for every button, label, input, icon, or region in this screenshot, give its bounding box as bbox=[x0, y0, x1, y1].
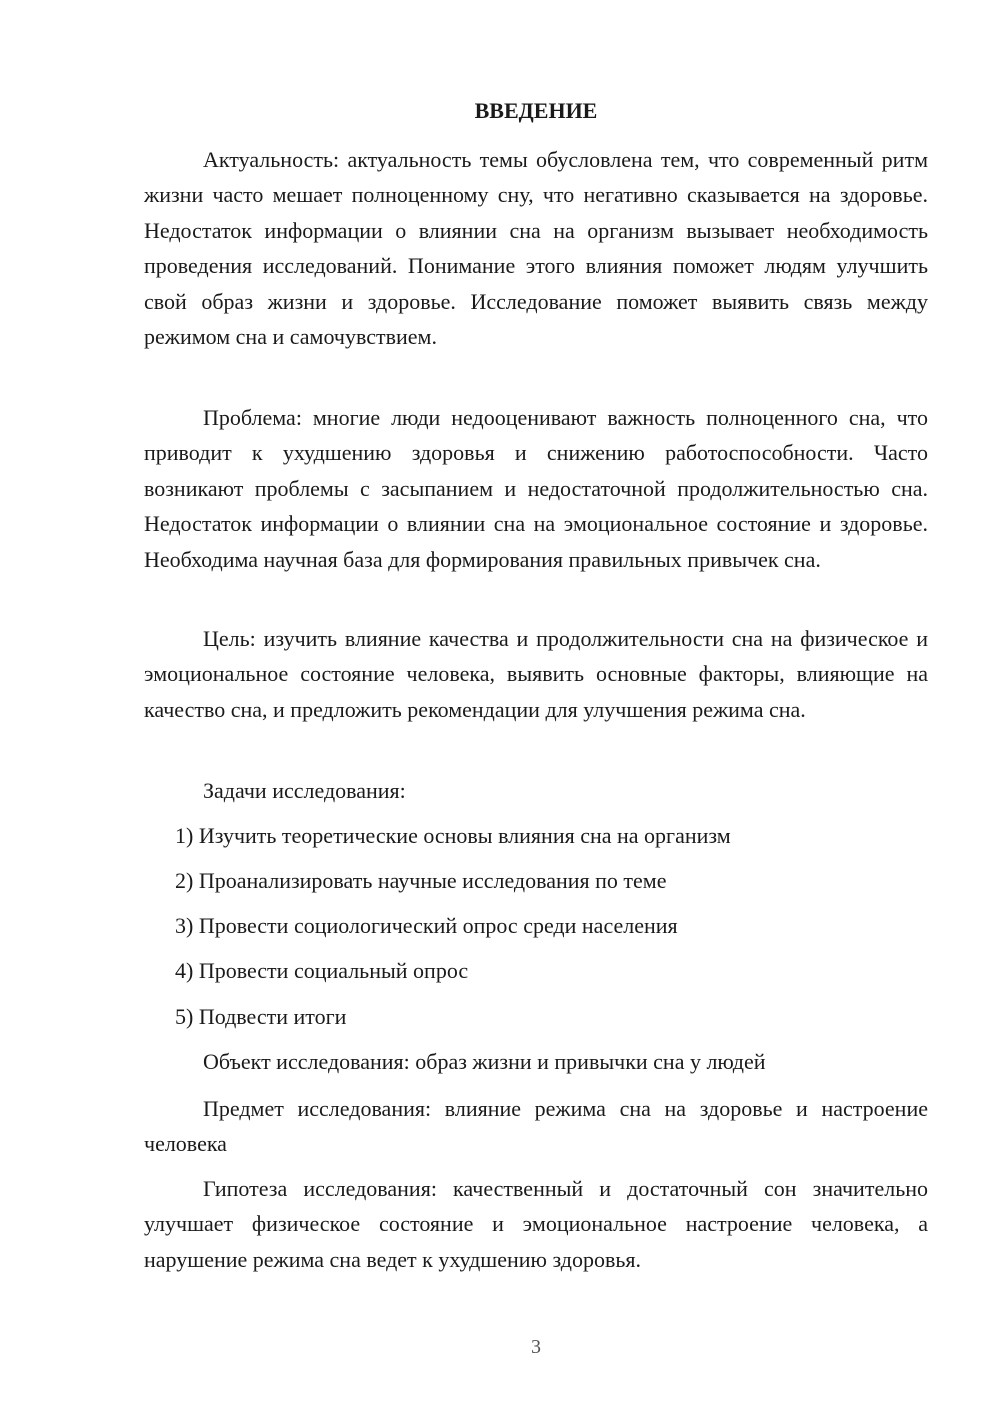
list-item: 5) Подвести итоги bbox=[175, 1004, 347, 1029]
list-item: 2) Проанализировать научные исследования по теме bbox=[175, 868, 667, 893]
paragraph-object: Объект исследования: образ жизни и привычки сна у людей bbox=[203, 1049, 766, 1074]
list-item: 4) Провести социальный опрос bbox=[175, 958, 469, 983]
page-number: 3 bbox=[531, 1336, 541, 1358]
tasks-heading: Задачи исследования: bbox=[203, 778, 406, 803]
list-item: 3) Провести социологический опрос среди населения bbox=[175, 913, 678, 938]
paragraph-relevance: Актуальность: актуальность темы обусловлена тем, что современный ритм жизни часто мешает полноценному сну, что негативно сказывается на здоровье. Недостаток информации о влиянии сна на организм вызывает необходимость проведения исследований. Понимание этого влияния поможет людям улучшить свой образ жизни и здоровье. Исследование поможет выявить связь между режимом сна и самочувствием. bbox=[144, 147, 928, 350]
paragraph-subject: Предмет исследования: влияние режима сна на здоровье и настроение человека bbox=[144, 1096, 928, 1157]
paragraph-problem: Проблема: многие люди недооценивают важность полноценного сна, что приводит к ухудшению здоровья и снижению работоспособности. Часто возникают проблемы с засыпанием и недостаточной продолжительностью сна. Недостаток информации о влиянии сна на эмоциональное состояние и здоровье. Необходима научная база для формирования правильных привычек сна. bbox=[144, 405, 928, 572]
list-item: 1) Изучить теоретические основы влияния сна на организм bbox=[175, 823, 731, 848]
paragraph-goal: Цель: изучить влияние качества и продолжительности сна на физическое и эмоциональное состояние человека, выявить основные факторы, влияющие на качество сна, и предложить рекомендации для улучшения режима сна. bbox=[144, 626, 928, 722]
page-title: ВВЕДЕНИЕ bbox=[474, 98, 598, 123]
paragraph-hypothesis: Гипотеза исследования: качественный и достаточный сон значительно улучшает физическое состояние и эмоциональное настроение человека, а нарушение режима сна ведет к ухудшению здоровья. bbox=[144, 1176, 928, 1272]
